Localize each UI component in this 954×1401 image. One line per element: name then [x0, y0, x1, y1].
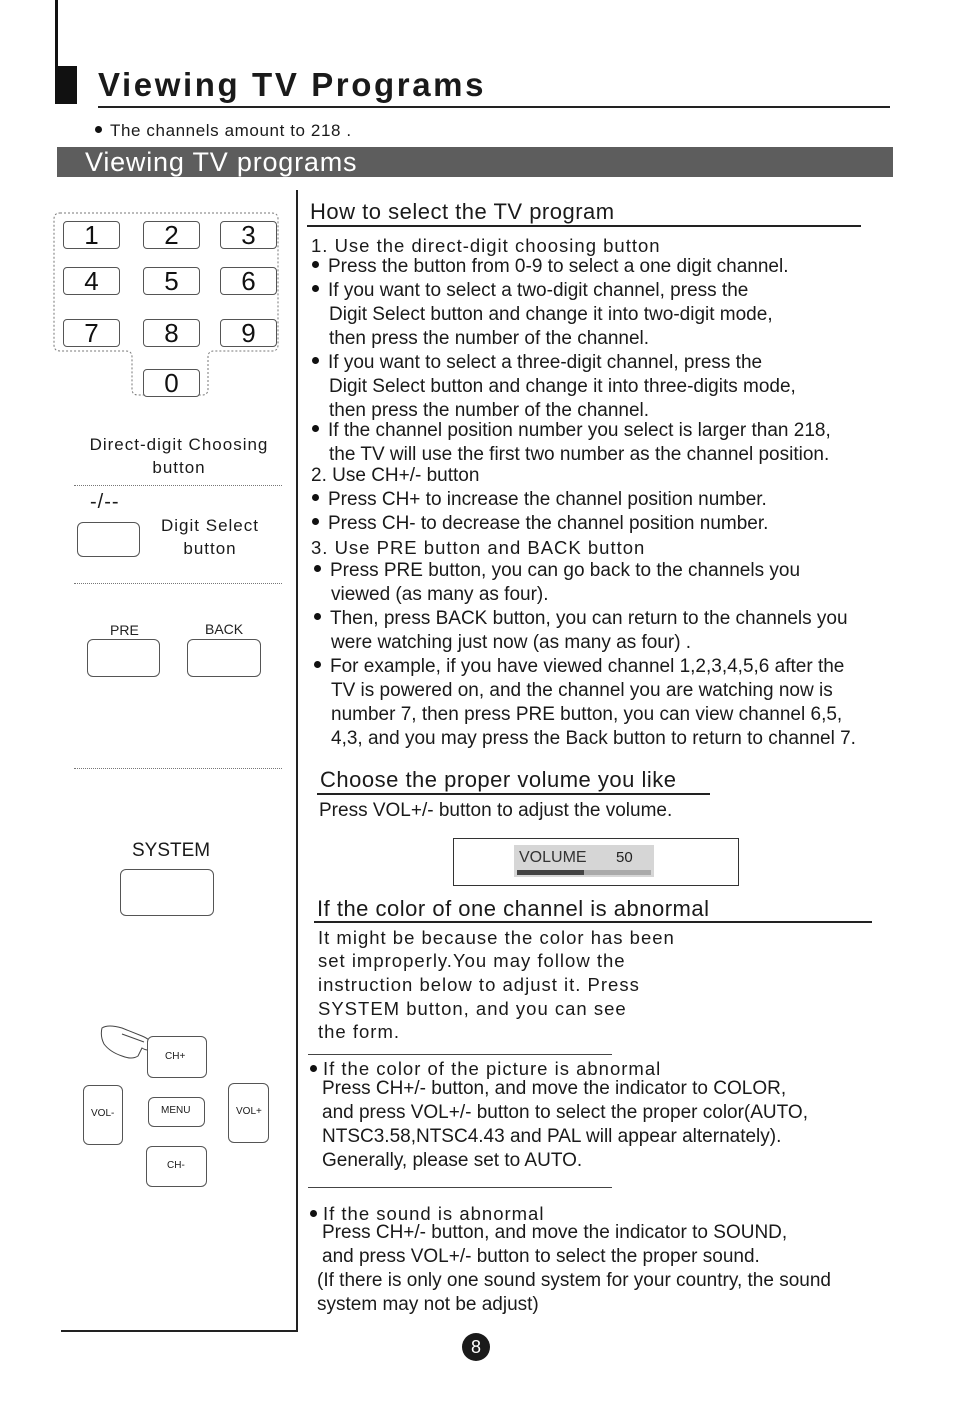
digit-key-4[interactable]: 4 [63, 267, 120, 295]
direct-digit-caption: Direct-digit Choosing button [89, 435, 269, 477]
volume-text: Press VOL+/- button to adjust the volume. [319, 800, 673, 821]
step1-bullet-4: If the channel position number you select is larger than 218, [312, 419, 831, 443]
digit-key-8[interactable]: 8 [143, 319, 200, 347]
vol-plus-button[interactable]: VOL+ [228, 1083, 269, 1143]
section-title-bar [57, 147, 893, 177]
dotted-divider [74, 583, 282, 584]
color-intro-line: It might be because the color has been [318, 927, 675, 948]
step2-title: 2. Use CH+/- button [311, 465, 480, 486]
step3-bullet-1-line: viewed (as many as four). [331, 584, 549, 605]
volume-osd-panel [514, 845, 654, 877]
digit-key-3[interactable]: 3 [220, 221, 277, 249]
step2-bullet-1: Press CH+ to increase the channel position number. [312, 488, 767, 512]
digit-key-9[interactable]: 9 [220, 319, 277, 347]
step1-bullet-4-line: the TV will use the first two number as the channel position. [329, 444, 830, 465]
vol-minus-button[interactable]: VOL- [83, 1085, 123, 1145]
bullet-icon [312, 261, 319, 268]
sound-abnormal-title: If the sound is abnormal [310, 1202, 544, 1226]
sound-abnormal-line: Press CH+/- button, and move the indicator to SOUND, [322, 1222, 788, 1243]
title-underline [98, 106, 890, 108]
bullet-icon [312, 494, 319, 501]
bullet-icon [310, 1210, 317, 1217]
bullet-icon [312, 357, 319, 364]
step3-title: 3. Use PRE button and BACK button [311, 537, 646, 558]
volume-osd-label: VOLUME [519, 849, 587, 866]
digit-select-button[interactable] [77, 522, 140, 557]
step3-bullet-2: Then, press BACK button, you can return to the channels you [314, 607, 848, 631]
pre-label: PRE [110, 622, 139, 638]
bullet-icon [310, 1065, 317, 1072]
channels-note: The channels amount to 218 . [95, 121, 352, 141]
step1-bullet-3: If you want to select a three-digit channel, press the [312, 351, 762, 375]
system-button[interactable] [120, 869, 214, 916]
digit-key-7[interactable]: 7 [63, 319, 120, 347]
page-number: 8 [462, 1333, 490, 1361]
volume-heading: Choose the proper volume you like [320, 767, 677, 792]
bullet-icon [312, 285, 319, 292]
bullet-icon [312, 518, 319, 525]
step1-bullet-1: Press the button from 0-9 to select a one digit channel. [312, 255, 789, 279]
color-intro-line: SYSTEM button, and you can see [318, 998, 627, 1019]
color-intro-line: instruction below to adjust it. Press [318, 974, 640, 995]
step3-bullet-3: For example, if you have viewed channel 1,2,3,4,5,6 after the [314, 655, 844, 679]
digit-key-6[interactable]: 6 [220, 267, 277, 295]
step3-bullet-1: Press PRE button, you can go back to the channels you [314, 559, 800, 583]
volume-bar-fill [517, 870, 584, 875]
step1-bullet-3-line: Digit Select button and change it into three-digits mode, [329, 376, 796, 397]
step3-bullet-3-line: number 7, then press PRE button, you can view channel 6,5, [331, 704, 843, 725]
heading-underline [317, 793, 710, 795]
digit-key-5[interactable]: 5 [143, 267, 200, 295]
dotted-divider [74, 485, 282, 486]
volume-bar [517, 870, 651, 875]
picture-abnormal-line: NTSC3.58,NTSC4.43 and PAL will appear alternately). [322, 1126, 782, 1147]
system-label: SYSTEM [132, 840, 211, 861]
ch-plus-button[interactable]: CH+ [147, 1036, 207, 1078]
section-title: Viewing TV programs [85, 147, 358, 177]
color-intro-line: set improperly.You may follow the [318, 950, 626, 971]
digit-key-1[interactable]: 1 [63, 221, 120, 249]
step1-title: 1. Use the direct-digit choosing button [311, 235, 661, 256]
step1-bullet-2-line: then press the number of the channel. [329, 328, 650, 349]
menu-button[interactable]: MENU [148, 1097, 205, 1127]
color-intro-line: the form. [318, 1021, 400, 1042]
back-button[interactable] [187, 639, 261, 677]
picture-abnormal-line: Press CH+/- button, and move the indicator to COLOR, [322, 1078, 787, 1099]
bullet-icon [314, 565, 321, 572]
picture-abnormal-line: Generally, please set to AUTO. [322, 1150, 583, 1171]
bullet-icon [95, 126, 102, 133]
digit-key-0[interactable]: 0 [143, 369, 200, 397]
picture-abnormal-line: and press VOL+/- button to select the proper color(AUTO, [322, 1102, 808, 1123]
step1-bullet-2-line: Digit Select button and change it into two-digit mode, [329, 304, 773, 325]
dotted-divider [74, 768, 282, 769]
bullet-icon [314, 661, 321, 668]
sound-abnormal-line: system may not be adjust) [317, 1294, 539, 1315]
step3-bullet-2-line: were watching just now (as many as four) . [331, 632, 692, 653]
thin-divider [308, 1054, 612, 1055]
step3-bullet-3-line: TV is powered on, and the channel you are watching now is [331, 680, 833, 701]
thin-divider [308, 1187, 612, 1188]
color-heading: If the color of one channel is abnormal [317, 896, 710, 921]
bullet-icon [312, 425, 319, 432]
select-program-heading: How to select the TV program [310, 199, 615, 224]
left-bottom-rule [61, 1330, 297, 1332]
step3-bullet-3-line: 4,3, and you may press the Back button to return to channel 7. [331, 728, 856, 749]
digit-key-2[interactable]: 2 [143, 221, 200, 249]
column-divider [296, 190, 298, 1332]
heading-underline [314, 921, 872, 923]
volume-osd-value: 50 [616, 849, 633, 866]
picture-abnormal-title: If the color of the picture is abnormal [310, 1057, 661, 1081]
back-label: BACK [205, 621, 244, 637]
bullet-icon [314, 613, 321, 620]
sound-abnormal-line: and press VOL+/- button to select the proper sound. [322, 1246, 760, 1267]
step1-bullet-2: If you want to select a two-digit channel, press the [312, 279, 748, 303]
digit-select-symbol: -/-- [90, 491, 120, 513]
step1-bullet-3-line: then press the number of the channel. [329, 400, 650, 421]
sound-abnormal-line: (If there is only one sound system for your country, the sound [317, 1270, 831, 1291]
step2-bullet-2: Press CH- to decrease the channel position number. [312, 512, 768, 536]
digit-select-caption: Digit Select button [161, 516, 259, 558]
page-title: Viewing TV Programs [98, 66, 487, 103]
volume-osd [453, 838, 739, 886]
header-accent-block [55, 66, 77, 104]
ch-minus-button[interactable]: CH- [146, 1146, 207, 1187]
pre-button[interactable] [87, 639, 160, 677]
heading-underline [307, 225, 861, 227]
